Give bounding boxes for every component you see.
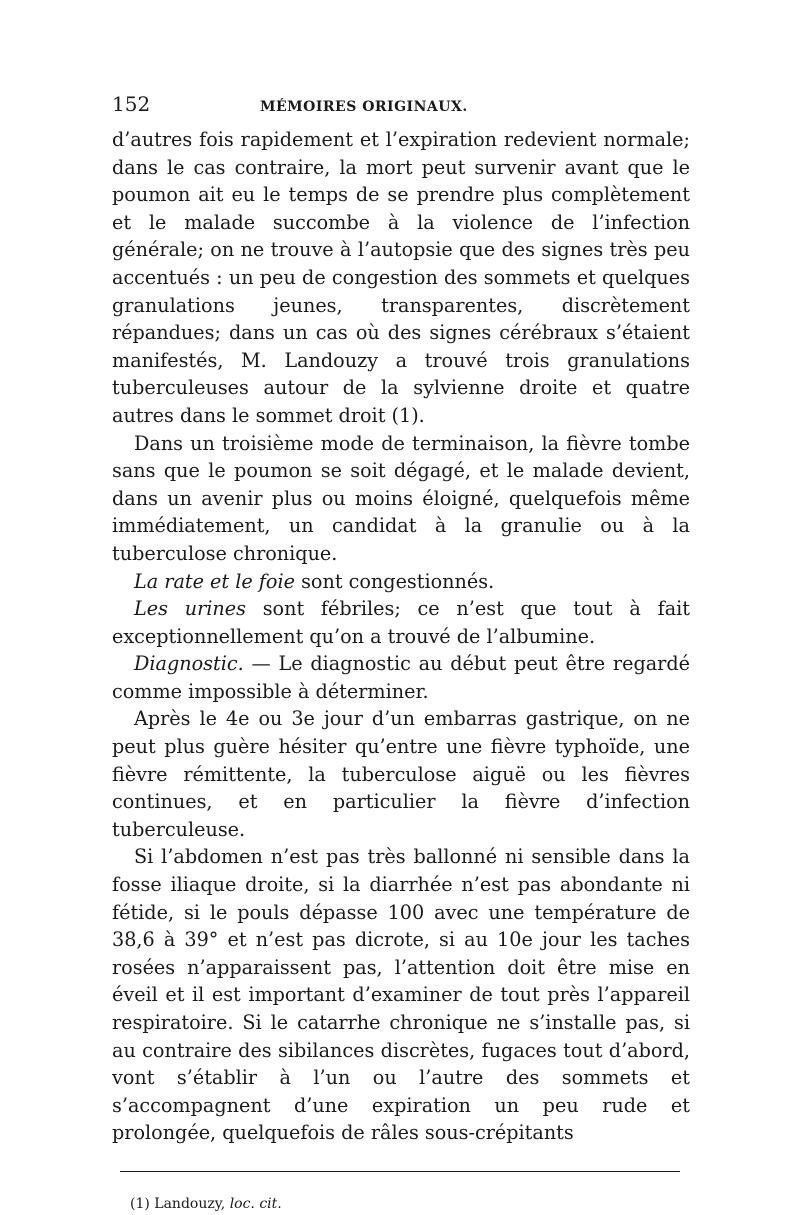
body-text	[112, 126, 690, 1147]
page-number: 152	[112, 92, 151, 116]
italic-lead: Les urines	[134, 597, 246, 621]
paragraph: Les urines sont fébriles; ce n’est que tout à fait exceptionnellement qu’on a trouvé de l’albumine.	[112, 597, 690, 648]
running-title: MÉMOIRES ORIGINAUX.	[260, 99, 468, 115]
italic-lead: La rate et le foie	[134, 569, 295, 593]
footnote-ref: loc. cit.	[229, 1195, 282, 1212]
page	[112, 92, 690, 1212]
running-header	[112, 92, 690, 126]
footnote-rule	[120, 1171, 680, 1172]
paragraph: Dans un troisième mode de terminaison, la fièvre tombe sans que le poumon se soit dégagé, et le malade devient, dans un avenir plus ou moins éloigné, quelquefois même immédiatement, un candidat à la granulie ou à la tuberculose chronique.	[112, 431, 690, 565]
paragraph: d’autres fois rapidement et l’expiration redevient normale; dans le cas contraire, la mort peut survenir avant que le poumon ait eu le temps de se prendre plus complètement et le malade succombe à la violence de l’infection générale; on ne trouve à l’autopsie que des signes très peu accentués : un peu de congestion des sommets et quelques granulations jeunes, transparentes, discrètement répandues; dans un cas où des signes cérébraux s’étaient manifestés, M. Landouzy a trouvé trois granulations tuberculeuses autour de la sylvienne droite et quatre autres dans le sommet droit (1).	[112, 128, 690, 427]
paragraph: La rate et le foie sont congestionnés.	[134, 569, 495, 593]
footnote-marker: (1) Landouzy,	[130, 1195, 226, 1212]
paragraph: Après le 4e ou 3e jour d’un embarras gastrique, on ne peut plus guère hésiter qu’entre une fièvre typhoïde, une fièvre rémittente, la tuberculose aiguë ou les fièvres continues, et en particulier la fièvre d’infection tuberculeuse.	[112, 707, 690, 841]
paragraph: Si l’abdomen n’est pas très ballonné ni sensible dans la fosse iliaque droite, si la diarrhée n’est pas abondante ni fétide, si le pouls dépasse 100 avec une température de 38,6 à 39° et n’est pas dicrote, si au 10e jour les taches rosées n’apparaissent pas, l’attention doit être mise en éveil et il est important d’examiner de tout près l’appareil respiratoire. Si le catarrhe chronique ne s’installe pas, si au contraire des sibilances discrètes, fugaces tout d’abord, vont s’établir à l’un ou l’autre des sommets et s’accompagnent d’une expiration un peu rude et prolongée, quelquefois de râles sous-crépitants	[112, 845, 690, 1145]
footnote	[130, 1196, 690, 1212]
italic-lead: Diagnostic.	[134, 652, 244, 676]
paragraph: Diagnostic. — Le diagnostic au début peut être regardé comme impossible à déterminer.	[112, 652, 690, 703]
